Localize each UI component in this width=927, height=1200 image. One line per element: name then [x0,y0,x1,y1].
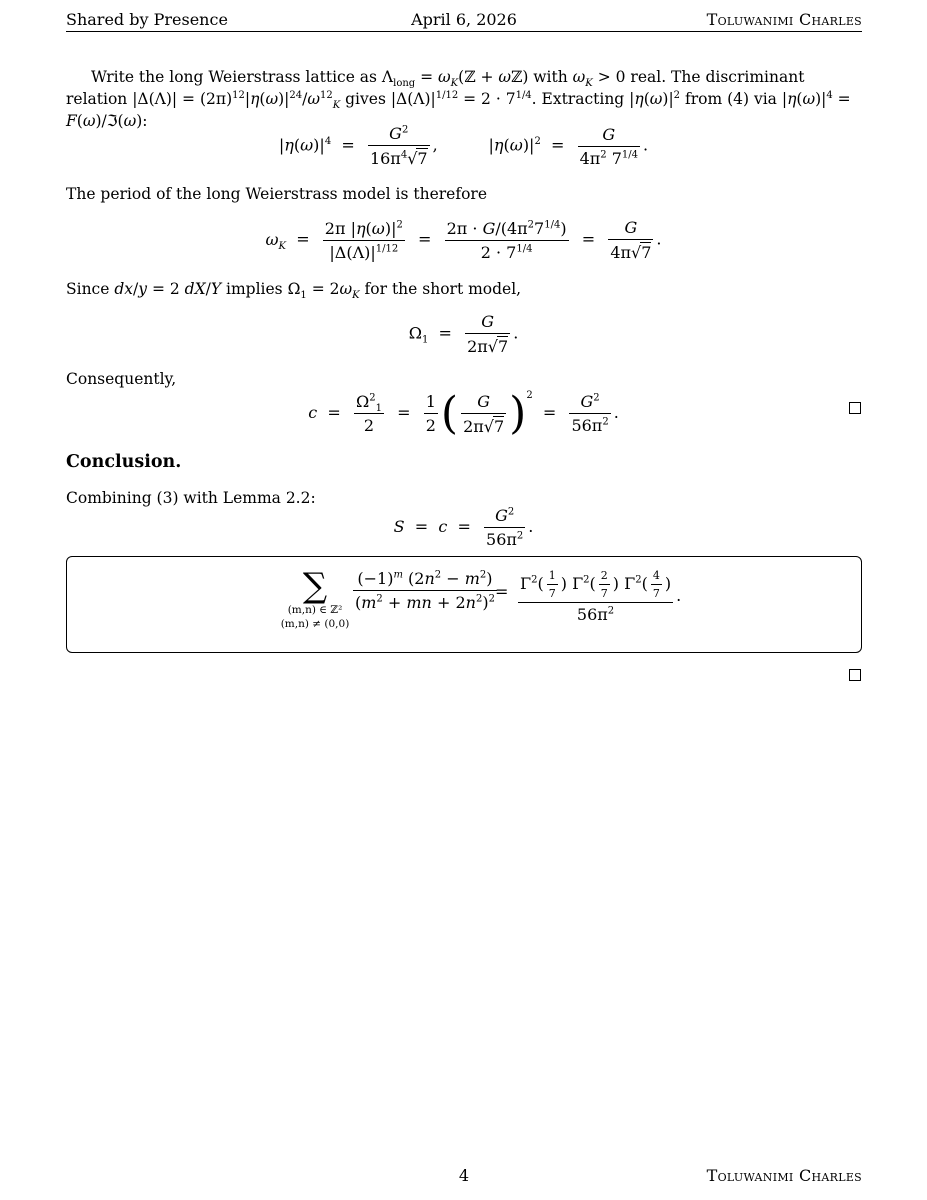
summation-condition-1: (m,n) ∈ ℤ² [287,604,343,616]
equation-omega-1: $\Omega_1$ = $\frac{G}{2\pi√7}$ . [408,312,519,356]
header-left: Shared by Presence [66,10,228,29]
implies-sentence: Since dx/y = 2 dX/Y implies $\Omega_1 = 2\omega_K$ for the short model, [66,280,522,302]
equation-c: c = $\frac{\Omega^2_1}{2}$ = $\frac{1}{2}$ ( $\frac{G}{2\pi√7}$ )$^2$ = $\frac{G^2}{56\pi^2}$ . [308,388,619,439]
period-sentence: The period of the long Weierstrass model is therefore [66,185,488,203]
header-rule [66,31,862,32]
header-author: Toluwanimi Charles [706,10,862,29]
equation-s: S = c = $\frac{G^2}{56\pi^2}$ . [393,506,534,549]
conclusion-heading: Conclusion. [66,452,182,472]
conclusion-text: Combining (3) with Lemma 2.2: [66,489,316,507]
qed-box [849,402,861,414]
intro-paragraph: Write the long Weierstrass lattice as $\Lambda_{long}$ = $\omega_K(ℤ$ + ωℤ) with $\omega_K > 0$ real. The discriminant relation $|\Delta(\Lambda)| = (2\pi)^{12}|\eta(\omega)|^{24}/\omega^{12}_K$ gives $|\Delta(\Lambda)|^{1/12} = 2 \cdot 7^{1/4}$. Extracting $|\eta(\omega)|^2$ from (4) via $|\eta(\omega)|^4$ = F(ω)/ℑ(ω): [66,68,851,130]
page-number: 4 [458,1166,470,1185]
equation-omega-k: $\omega_K$ = $\frac{2\pi |\eta(\omega)|^2}{|\Delta(\Lambda)|^{1/12}}$ = $\frac{2\pi \cdot G/(4\pi^27^{1/4})}{2 \cdot 7^{1/4}}$ = $\frac{G}{4\pi√7}$ . [265,218,662,262]
consequently-label: Consequently, [66,370,177,388]
qed-box-final [849,669,861,681]
running-header [66,10,862,32]
equation-eta: $|\eta(\omega)|^4$ = $\frac{G^2}{16\pi^4√7}$ , $|\eta(\omega)|^2$ = $\frac{G}{4\pi^2 7^{1/4}}$ . [278,124,649,168]
summand: $\frac{(-1)^m (2n^2 - m^2)}{(m^2 + mn + 2n^2)^2}$ [355,569,495,612]
running-footer [66,1166,862,1188]
boxed-formula: ∑ (m,n) ∈ ℤ² (m,n) ≠ (0,0) $\frac{(-1)^m (2n^2 - m^2)}{(m^2 + mn + 2n^2)^2}$ = $\Gamma^2$( $\frac{1}{7}$ ) $\Gamma^2$( $\frac{2}{7}$ ) $\Gamma^2$( $\frac{4}{7}$ ) $56\pi^2$ . [66,556,862,653]
header-date: April 6, 2026 [411,10,517,29]
summation-condition-2: (m,n) ≠ (0,0) [280,618,350,630]
gamma-product: $\Gamma^2$( $\frac{1}{7}$ ) $\Gamma^2$( $\frac{2}{7}$ ) $\Gamma^2$( $\frac{4}{7}$ ) $56\pi^2$ . [520,569,682,624]
footer-author: Toluwanimi Charles [706,1166,862,1185]
summation: ∑ (m,n) ∈ ℤ² (m,n) ≠ (0,0) [270,569,360,631]
